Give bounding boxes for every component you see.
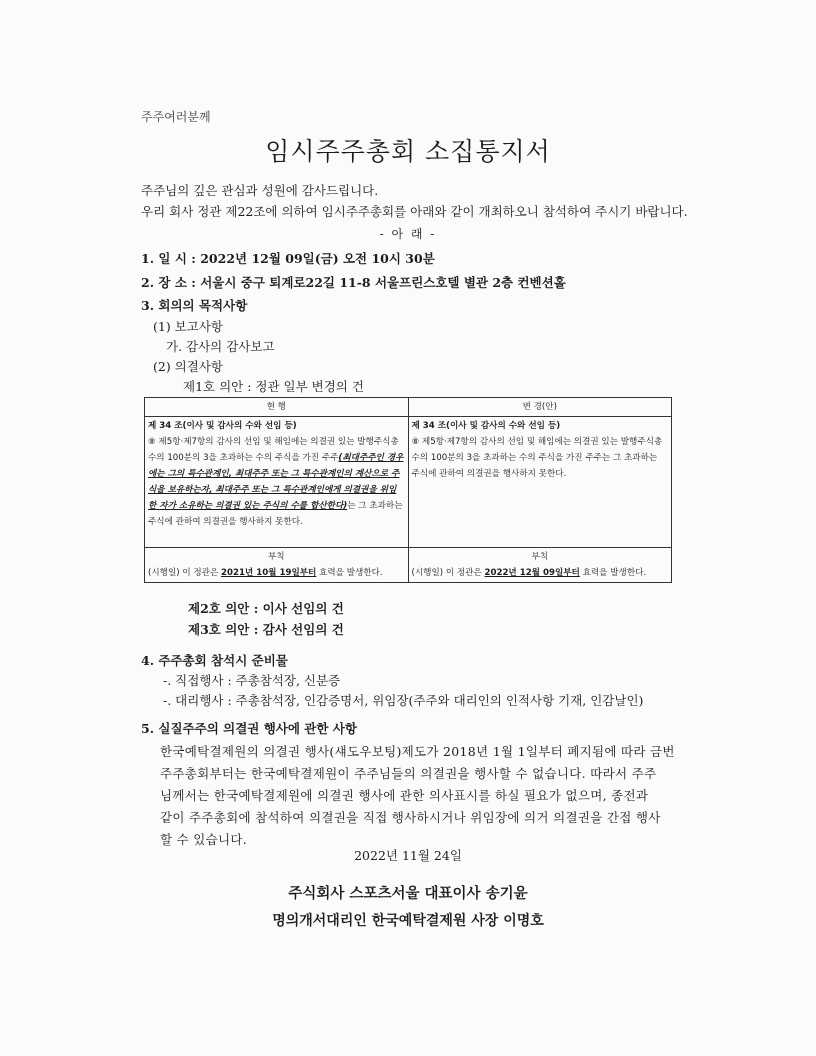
addressee: 주주여러분께 xyxy=(141,110,211,124)
meeting-place: 2. 장 소 : 서울시 중구 퇴계로22길 11-8 서울프린스호텔 별관 2층 컨벤션홀 xyxy=(141,275,566,290)
addendum-current-post: 효력을 발생한다. xyxy=(316,568,383,578)
agenda-heading: 3. 회의의 목적사항 xyxy=(141,298,248,313)
current-clause-body xyxy=(148,434,405,530)
table-row xyxy=(145,417,672,548)
addendum-current-date: 2021년 10월 19일부터 xyxy=(221,568,317,578)
shadow-voting-line: 같이 주주총회에 참석하여 의결권을 직접 행사하시거나 위임장에 의거 의결권을 간접 행사 xyxy=(160,810,661,825)
preparation-proxy: -. 대리행사 : 주총참석장, 인감증명서, 위임장(주주와 대리인의 인적사항 기재, 인감날인) xyxy=(163,693,644,708)
report-item-audit: 가. 감사의 감사보고 xyxy=(166,339,275,354)
column-change: 변 경(안) xyxy=(408,398,672,417)
notice-mark: - 아 래 - xyxy=(379,227,437,241)
addendum-current-cell xyxy=(145,548,409,583)
change-clause-body: ⑧ 제5항·제7항의 감사의 선임 및 해임에는 의결권 있는 발행주식총수의 100분의 3을 초과하는 수의 주식을 가진 주주는 그 초과하는 주식에 관하여 의결권을 행사하지 못한다. xyxy=(411,437,663,479)
addendum-label: 부칙 xyxy=(267,552,285,562)
preparation-direct: -. 직접행사 : 주총참석장, 신분증 xyxy=(163,673,341,688)
shadow-voting-line: 할 수 있습니다. xyxy=(160,832,248,847)
proposal-1: 제1호 의안 : 정관 일부 변경의 건 xyxy=(183,379,364,394)
shadow-voting-line: 님께서는 한국예탁결제원에 의결권 행사에 관한 의사표시를 하실 필요가 없으며, 종전과 xyxy=(160,788,649,803)
current-clause-cell xyxy=(145,417,409,548)
transfer-agent-signature: 명의개서대리인 한국예탁결제원 사장 이명호 xyxy=(272,913,544,929)
greeting-line-2: 우리 회사 정관 제22조에 의하여 임시주주총회를 아래와 같이 개최하오니 참석하여 주시기 바랍니다. xyxy=(141,204,688,219)
current-clause-text: ⑧ 제5항·제7항의 감사의 선임 및 해임에는 의결권 있는 발행주식총수의 100분의 3을 초과하는 수의 주식을 가진 주주 xyxy=(148,437,399,463)
addendum-current-text xyxy=(148,565,405,581)
amendment-table xyxy=(144,397,672,583)
meeting-date: 1. 일 시 : 2022년 12월 09일(금) 오전 10시 30분 xyxy=(141,251,435,266)
issue-date: 2022년 11월 24일 xyxy=(354,848,462,863)
proposal-3: 제3호 의안 : 감사 선임의 건 xyxy=(188,622,344,637)
shadow-voting-line: 한국예탁결제원의 의결권 행사(섀도우보팅)제도가 2018년 1월 1일부터 폐지됨에 따라 금번 xyxy=(160,744,675,759)
addendum-change-date: 2022년 12월 09일부터 xyxy=(484,568,580,578)
addendum-label: 부칙 xyxy=(531,552,549,562)
table-header-row xyxy=(145,398,672,417)
table-row xyxy=(145,548,672,583)
addendum-change-cell xyxy=(408,548,672,583)
shadow-voting-heading: 5. 실질주주의 의결권 행사에 관한 사항 xyxy=(141,721,357,736)
current-clause-heading: 제 34 조(이사 및 감사의 수와 선임 등) xyxy=(148,421,297,431)
current-clause-tail: 는 그 초과하는 주식에 관하여 의결권을 행사하지 못한다. xyxy=(148,501,403,527)
preparation-heading: 4. 주주총회 참석시 준비물 xyxy=(141,653,288,668)
greeting-line-1: 주주님의 깊은 관심과 성원에 감사드립니다. xyxy=(141,183,379,198)
addendum-current-pre: (시행일) 이 정관은 xyxy=(148,568,222,578)
resolution-items-heading: (2) 의결사항 xyxy=(153,359,223,374)
addendum-change-post: 효력을 발생한다. xyxy=(579,568,647,578)
addendum-change-pre: (시행일) 이 정관은 xyxy=(411,568,485,578)
company-signature: 주식회사 스포츠서울 대표이사 송기윤 xyxy=(288,885,528,902)
change-clause-cell xyxy=(408,417,672,548)
proposal-2: 제2호 의안 : 이사 선임의 건 xyxy=(188,601,344,616)
change-clause-heading: 제 34 조(이사 및 감사의 수와 선임 등) xyxy=(411,421,561,431)
document-title: 임시주주총회 소집통지서 xyxy=(265,137,551,166)
addendum-change-text xyxy=(412,565,669,581)
current-clause-emphasis: (최대주주인 경우에는 그의 특수관계인, 최대주주 또는 그 특수관계인의 계산으로 주식을 보유하는자, 최대주주 또는 그 특수관계인에게 의결권을 위임한 자가 소유하는 의결권 있는 주식의 수를 합산한다) xyxy=(148,453,404,511)
shadow-voting-line: 주주총회부터는 한국예탁결제원이 주주님들의 의결권을 행사할 수 없습니다. 따라서 주주 xyxy=(160,766,657,781)
report-items-heading: (1) 보고사항 xyxy=(153,319,223,334)
column-current: 현 행 xyxy=(145,398,409,417)
